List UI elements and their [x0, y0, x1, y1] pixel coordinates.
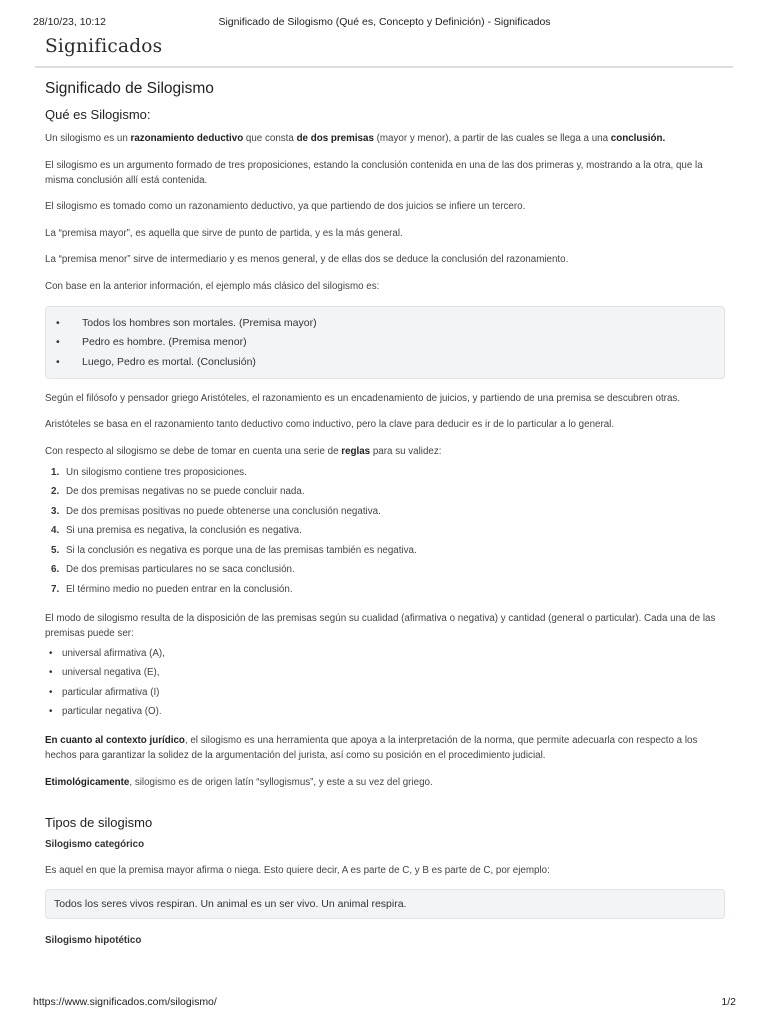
page-url[interactable]: https://www.significados.com/silogismo/	[33, 996, 217, 1008]
header-divider	[35, 66, 733, 68]
paragraph: Aristóteles se basa en el razonamiento tanto deductivo como inductivo, pero la clave para deducir es ir de lo particular a lo general.	[45, 419, 615, 430]
example-box: Todos los seres vivos respiran. Un animal es un ser vivo. Un animal respira.	[45, 889, 725, 919]
list-item: • universal afirmativa (A),	[45, 644, 727, 664]
list-item: 2. De dos premisas negativas no se puede concluir nada.	[51, 486, 305, 497]
paragraph: La “premisa mayor”, es aquella que sirve de punto de partida, y es la más general.	[45, 227, 403, 239]
paragraph: El silogismo es un argumento formado de tres proposiciones, estando la conclusión contenida en una de las dos primeras y, mostrando a la otra, que la misma conclusión allí está contenida.	[45, 159, 703, 186]
section-heading: Tipos de silogismo	[45, 814, 153, 830]
example-box	[45, 306, 725, 380]
list-item: • Luego, Pedro es mortal. (Conclusión)	[46, 353, 724, 373]
rules-intro: Con respecto al silogismo se debe de tomar en cuenta una serie de reglas para su validez:	[45, 445, 442, 457]
list-item: 1. Un silogismo contiene tres proposiciones.	[51, 466, 247, 478]
print-page-title: Significado de Silogismo (Qué es, Concepto y Definición) - Significados	[218, 16, 551, 28]
list-item: 5. Si la conclusión es negativa es porque una de las premisas también es negativa.	[51, 544, 417, 556]
page-number: 1/2	[721, 996, 736, 1008]
list-item: 7. El término medio no pueden entrar en la conclusión.	[51, 583, 293, 595]
site-logo[interactable]: Significados	[45, 36, 163, 57]
subsection-heading: Silogismo categórico	[45, 838, 145, 850]
list-item: 4. Si una premisa es negativa, la conclusión es negativa.	[51, 525, 302, 536]
article	[45, 76, 727, 948]
paragraph: El silogismo es tomado como un razonamiento deductivo, ya que partiendo de dos juicios se infiere un tercero.	[45, 201, 526, 212]
print-datetime: 28/10/23, 10:12	[33, 16, 106, 28]
page-title: Significado de Silogismo	[45, 80, 214, 97]
list-item: • universal negativa (E),	[45, 663, 727, 683]
list-item: 6. De dos premisas particulares no se saca conclusión.	[51, 564, 295, 575]
etymology-paragraph: Etimológicamente, silogismo es de origen latín “syllogismus”, y este a su vez del griego.	[45, 776, 433, 788]
print-footer	[33, 996, 736, 1010]
list-item: • Todos los hombres son mortales. (Premisa mayor)	[46, 314, 724, 334]
paragraph: Es aquel en que la premisa mayor afirma o niega. Esto quiere decir, A es parte de C, y B es parte de C, por ejemplo:	[45, 865, 550, 876]
list-item: • Pedro es hombre. (Premisa menor)	[46, 333, 724, 353]
subsection-heading: Silogismo hipotético	[45, 935, 142, 946]
paragraph: Según el filósofo y pensador griego Aristóteles, el razonamiento es un encadenamiento de juicios, y partiendo de una premisa se descubren otras.	[45, 392, 681, 404]
paragraph: Con base en la anterior información, el ejemplo más clásico del silogismo es:	[45, 280, 380, 292]
intro-paragraph: Un silogismo es un razonamiento deductivo que consta de dos premisas (mayor y menor), a partir de las cuales se llega a una conclusión.	[45, 133, 666, 144]
print-header	[33, 16, 736, 30]
list-item: • particular afirmativa (I)	[45, 683, 727, 703]
paragraph: El modo de silogismo resulta de la disposición de las premisas según su cualidad (afirmativa o negativa) y cantidad (general o particular). Cada una de las premisas puede ser:	[45, 612, 716, 639]
article-subtitle: Qué es Silogismo:	[45, 107, 151, 122]
list-item: 3. De dos premisas positivas no puede obtenerse una conclusión negativa.	[51, 505, 381, 517]
paragraph: La “premisa menor” sirve de intermediario y es menos general, y de ellas dos se deduce la conclusión del razonamiento.	[45, 254, 569, 265]
juridical-paragraph: En cuanto al contexto jurídico, el silogismo es una herramienta que apoya a la interpretación de la norma, que permite adecuarla con respecto a los hechos para garantizar la solidez de la argumentación del jurista, así como su posición en el procedimiento judicial.	[45, 735, 698, 761]
list-item: • particular negativa (O).	[45, 702, 727, 722]
rules-list	[45, 463, 727, 600]
modes-list	[45, 644, 727, 722]
